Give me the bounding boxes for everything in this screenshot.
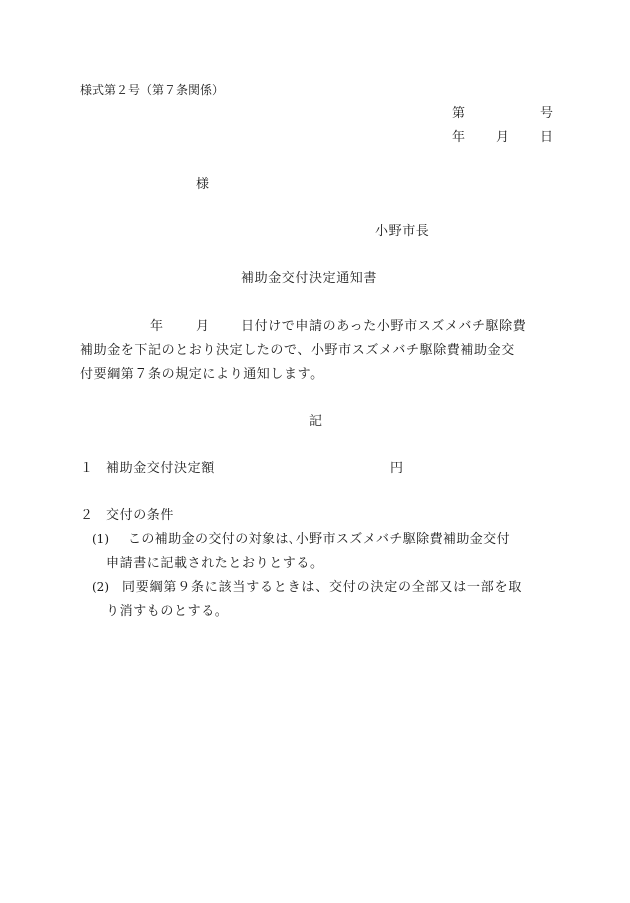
ki-heading: 記 bbox=[309, 414, 323, 429]
addressee-honorific: 様 bbox=[196, 177, 210, 192]
item1-unit: 円 bbox=[390, 461, 404, 476]
date-year: 年 bbox=[452, 130, 466, 145]
date-month: 月 bbox=[496, 130, 510, 145]
form-label: 様式第２号（第７条関係） bbox=[80, 83, 225, 97]
cond1-line-1: この補助金の交付の対象は､小野市スズメバチ駆除費補助金交付 bbox=[128, 532, 510, 547]
cond2-line-1: 同要綱第９条に該当するときは、交付の決定の全部又は一部を取 bbox=[122, 580, 523, 595]
item1-number: １ bbox=[80, 461, 94, 476]
item1-label: 補助金交付決定額 bbox=[106, 461, 215, 476]
body-line-1: 日付けで申請のあった小野市スズメバチ駆除費 bbox=[241, 319, 527, 334]
number-suffix: 号 bbox=[540, 106, 554, 121]
body-line-2: 補助金を下記のとおり決定したので、小野市スズメバチ駆除費補助金交 bbox=[80, 343, 515, 358]
cond2-line-2: り消すものとする。 bbox=[106, 604, 229, 619]
body-year: 年 bbox=[150, 319, 164, 334]
item2-label: 交付の条件 bbox=[106, 508, 175, 523]
cond1-line-2: 申請書に記載されたとおりとする。 bbox=[106, 556, 324, 571]
cond1-number: (1) bbox=[92, 532, 109, 546]
number-kanji: 第 bbox=[452, 106, 466, 121]
cond2-number: (2) bbox=[92, 580, 109, 594]
date-day: 日 bbox=[540, 130, 554, 145]
document-title: 補助金交付決定通知書 bbox=[241, 271, 378, 286]
body-line-3: 付要綱第７条の規定により通知します。 bbox=[80, 367, 324, 382]
sender-name: 小野市長 bbox=[375, 224, 430, 239]
item2-number: ２ bbox=[80, 508, 94, 523]
body-month: 月 bbox=[196, 319, 210, 334]
